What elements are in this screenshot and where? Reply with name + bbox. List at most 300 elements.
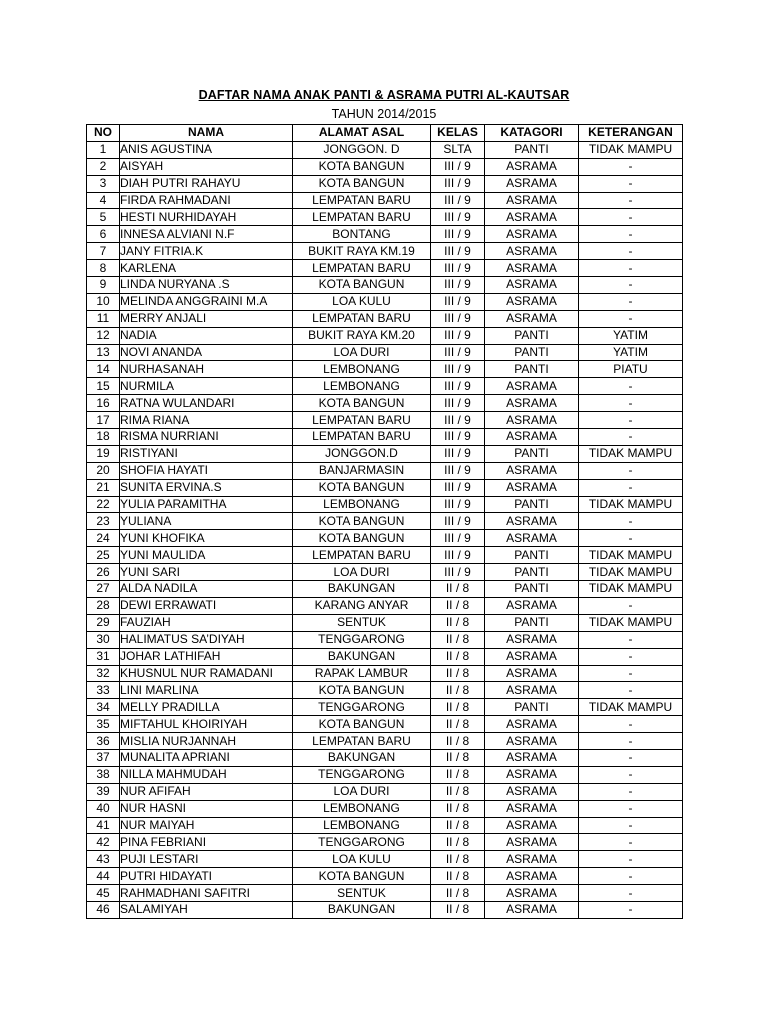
- table-row: [87, 766, 683, 783]
- cell-kelas: III / 9: [431, 293, 485, 310]
- cell-no: 4: [87, 192, 120, 209]
- cell-katagori: PANTI: [485, 581, 579, 598]
- table-row: [87, 648, 683, 665]
- table-row: [87, 749, 683, 766]
- cell-keterangan: -: [579, 513, 683, 530]
- cell-alamat-asal: TENGGARONG: [293, 699, 431, 716]
- cell-keterangan: -: [579, 412, 683, 429]
- cell-kelas: III / 9: [431, 361, 485, 378]
- cell-keterangan: -: [579, 749, 683, 766]
- cell-alamat-asal: TENGGARONG: [293, 766, 431, 783]
- cell-kelas: III / 9: [431, 395, 485, 412]
- cell-katagori: PANTI: [485, 445, 579, 462]
- cell-alamat-asal: LEMBONANG: [293, 496, 431, 513]
- cell-keterangan: -: [579, 733, 683, 750]
- cell-nama: ALDA NADILA: [120, 581, 293, 598]
- cell-no: 17: [87, 412, 120, 429]
- cell-keterangan: -: [579, 800, 683, 817]
- cell-keterangan: TIDAK MAMPU: [579, 699, 683, 716]
- cell-kelas: II / 8: [431, 834, 485, 851]
- cell-nama: PUJI LESTARI: [120, 851, 293, 868]
- cell-alamat-asal: KOTA BANGUN: [293, 395, 431, 412]
- cell-keterangan: -: [579, 479, 683, 496]
- table-row: [87, 496, 683, 513]
- cell-kelas: II / 8: [431, 581, 485, 598]
- cell-keterangan: -: [579, 631, 683, 648]
- table-row: [87, 395, 683, 412]
- header-alamat-asal: ALAMAT ASAL: [293, 125, 431, 142]
- cell-katagori: ASRAMA: [485, 260, 579, 277]
- table-row: [87, 682, 683, 699]
- cell-no: 9: [87, 277, 120, 294]
- cell-keterangan: -: [579, 868, 683, 885]
- cell-alamat-asal: LOA KULU: [293, 851, 431, 868]
- cell-nama: MISLIA NURJANNAH: [120, 733, 293, 750]
- cell-katagori: PANTI: [485, 614, 579, 631]
- cell-nama: SUNITA ERVINA.S: [120, 479, 293, 496]
- cell-katagori: ASRAMA: [485, 209, 579, 226]
- table-row: [87, 631, 683, 648]
- cell-katagori: ASRAMA: [485, 817, 579, 834]
- cell-nama: MELLY PRADILLA: [120, 699, 293, 716]
- cell-keterangan: YATIM: [579, 344, 683, 361]
- cell-katagori: ASRAMA: [485, 834, 579, 851]
- cell-kelas: II / 8: [431, 783, 485, 800]
- cell-alamat-asal: BUKIT RAYA KM.19: [293, 243, 431, 260]
- cell-keterangan: -: [579, 716, 683, 733]
- cell-keterangan: -: [579, 817, 683, 834]
- cell-nama: YUNI MAULIDA: [120, 547, 293, 564]
- cell-keterangan: TIDAK MAMPU: [579, 496, 683, 513]
- cell-katagori: ASRAMA: [485, 885, 579, 902]
- cell-no: 41: [87, 817, 120, 834]
- table-row: [87, 462, 683, 479]
- table-row: [87, 226, 683, 243]
- cell-katagori: PANTI: [485, 547, 579, 564]
- cell-keterangan: -: [579, 530, 683, 547]
- cell-kelas: II / 8: [431, 733, 485, 750]
- table-header: [87, 125, 683, 142]
- header-no: NO: [87, 125, 120, 142]
- table-row: [87, 851, 683, 868]
- cell-kelas: II / 8: [431, 885, 485, 902]
- cell-keterangan: -: [579, 783, 683, 800]
- cell-nama: MERRY ANJALI: [120, 310, 293, 327]
- cell-alamat-asal: TENGGARONG: [293, 834, 431, 851]
- cell-kelas: III / 9: [431, 445, 485, 462]
- cell-kelas: II / 8: [431, 665, 485, 682]
- table-body: [87, 141, 683, 918]
- cell-nama: NOVI ANANDA: [120, 344, 293, 361]
- cell-katagori: ASRAMA: [485, 395, 579, 412]
- cell-alamat-asal: LEMPATAN BARU: [293, 260, 431, 277]
- cell-alamat-asal: KOTA BANGUN: [293, 868, 431, 885]
- cell-alamat-asal: KOTA BANGUN: [293, 479, 431, 496]
- cell-no: 44: [87, 868, 120, 885]
- cell-keterangan: -: [579, 429, 683, 446]
- cell-katagori: ASRAMA: [485, 310, 579, 327]
- cell-keterangan: -: [579, 597, 683, 614]
- cell-no: 16: [87, 395, 120, 412]
- cell-no: 28: [87, 597, 120, 614]
- cell-keterangan: -: [579, 293, 683, 310]
- table-row: [87, 429, 683, 446]
- cell-kelas: III / 9: [431, 175, 485, 192]
- cell-katagori: ASRAMA: [485, 868, 579, 885]
- header-kelas: KELAS: [431, 125, 485, 142]
- cell-katagori: ASRAMA: [485, 293, 579, 310]
- table-row: [87, 412, 683, 429]
- cell-kelas: III / 9: [431, 344, 485, 361]
- cell-alamat-asal: LEMPATAN BARU: [293, 192, 431, 209]
- document-subtitle: TAHUN 2014/2015: [331, 107, 437, 121]
- cell-nama: PUTRI HIDAYATI: [120, 868, 293, 885]
- table-row: [87, 141, 683, 158]
- cell-nama: HESTI NURHIDAYAH: [120, 209, 293, 226]
- cell-alamat-asal: LEMBONANG: [293, 361, 431, 378]
- cell-alamat-asal: TENGGARONG: [293, 631, 431, 648]
- cell-katagori: ASRAMA: [485, 648, 579, 665]
- cell-keterangan: -: [579, 260, 683, 277]
- header-katagori: KATAGORI: [485, 125, 579, 142]
- cell-kelas: SLTA: [431, 141, 485, 158]
- cell-katagori: ASRAMA: [485, 158, 579, 175]
- cell-no: 19: [87, 445, 120, 462]
- cell-nama: MELINDA ANGGRAINI M.A: [120, 293, 293, 310]
- cell-kelas: III / 9: [431, 209, 485, 226]
- cell-nama: NURHASANAH: [120, 361, 293, 378]
- cell-katagori: ASRAMA: [485, 749, 579, 766]
- cell-no: 15: [87, 378, 120, 395]
- cell-kelas: II / 8: [431, 648, 485, 665]
- cell-kelas: III / 9: [431, 479, 485, 496]
- cell-nama: YUNI SARI: [120, 564, 293, 581]
- cell-katagori: ASRAMA: [485, 851, 579, 868]
- cell-katagori: ASRAMA: [485, 800, 579, 817]
- cell-no: 5: [87, 209, 120, 226]
- cell-alamat-asal: JONGGON.D: [293, 445, 431, 462]
- roster-table: [86, 124, 683, 919]
- cell-nama: MUNALITA APRIANI: [120, 749, 293, 766]
- cell-no: 32: [87, 665, 120, 682]
- table-row: [87, 699, 683, 716]
- cell-katagori: ASRAMA: [485, 631, 579, 648]
- table-row: [87, 834, 683, 851]
- cell-keterangan: -: [579, 885, 683, 902]
- cell-nama: YUNI KHOFIKA: [120, 530, 293, 547]
- cell-nama: DEWI ERRAWATI: [120, 597, 293, 614]
- table-row: [87, 614, 683, 631]
- cell-kelas: II / 8: [431, 800, 485, 817]
- table-row: [87, 885, 683, 902]
- table-row: [87, 665, 683, 682]
- cell-katagori: ASRAMA: [485, 479, 579, 496]
- cell-keterangan: -: [579, 175, 683, 192]
- cell-kelas: III / 9: [431, 547, 485, 564]
- cell-alamat-asal: LOA DURI: [293, 783, 431, 800]
- cell-alamat-asal: LEMPATAN BARU: [293, 733, 431, 750]
- cell-katagori: ASRAMA: [485, 378, 579, 395]
- cell-alamat-asal: LEMPATAN BARU: [293, 429, 431, 446]
- cell-alamat-asal: KOTA BANGUN: [293, 716, 431, 733]
- cell-no: 18: [87, 429, 120, 446]
- cell-kelas: III / 9: [431, 378, 485, 395]
- cell-kelas: III / 9: [431, 226, 485, 243]
- cell-no: 3: [87, 175, 120, 192]
- cell-keterangan: -: [579, 648, 683, 665]
- cell-katagori: ASRAMA: [485, 192, 579, 209]
- cell-kelas: III / 9: [431, 530, 485, 547]
- cell-alamat-asal: LOA KULU: [293, 293, 431, 310]
- cell-nama: RISMA NURRIANI: [120, 429, 293, 446]
- cell-no: 38: [87, 766, 120, 783]
- cell-no: 27: [87, 581, 120, 598]
- cell-katagori: ASRAMA: [485, 733, 579, 750]
- cell-kelas: II / 8: [431, 868, 485, 885]
- cell-alamat-asal: KOTA BANGUN: [293, 175, 431, 192]
- cell-alamat-asal: BAKUNGAN: [293, 581, 431, 598]
- cell-nama: RATNA WULANDARI: [120, 395, 293, 412]
- cell-no: 22: [87, 496, 120, 513]
- cell-alamat-asal: KARANG ANYAR: [293, 597, 431, 614]
- cell-no: 31: [87, 648, 120, 665]
- cell-alamat-asal: LEMBONANG: [293, 817, 431, 834]
- cell-kelas: III / 9: [431, 412, 485, 429]
- cell-alamat-asal: KOTA BANGUN: [293, 513, 431, 530]
- cell-kelas: III / 9: [431, 429, 485, 446]
- cell-keterangan: -: [579, 209, 683, 226]
- cell-kelas: III / 9: [431, 277, 485, 294]
- table-row: [87, 192, 683, 209]
- cell-katagori: PANTI: [485, 344, 579, 361]
- table-row: [87, 547, 683, 564]
- cell-alamat-asal: SENTUK: [293, 885, 431, 902]
- cell-katagori: PANTI: [485, 564, 579, 581]
- table-row: [87, 530, 683, 547]
- table-row: [87, 733, 683, 750]
- cell-kelas: II / 8: [431, 631, 485, 648]
- cell-keterangan: -: [579, 665, 683, 682]
- cell-kelas: II / 8: [431, 851, 485, 868]
- cell-kelas: II / 8: [431, 716, 485, 733]
- cell-no: 45: [87, 885, 120, 902]
- cell-no: 24: [87, 530, 120, 547]
- cell-no: 46: [87, 901, 120, 918]
- cell-kelas: III / 9: [431, 158, 485, 175]
- cell-keterangan: TIDAK MAMPU: [579, 564, 683, 581]
- table-row: [87, 868, 683, 885]
- cell-nama: LINI MARLINA: [120, 682, 293, 699]
- cell-no: 25: [87, 547, 120, 564]
- cell-katagori: ASRAMA: [485, 783, 579, 800]
- cell-nama: DIAH PUTRI RAHAYU: [120, 175, 293, 192]
- cell-katagori: ASRAMA: [485, 682, 579, 699]
- cell-nama: HALIMATUS SA’DIYAH: [120, 631, 293, 648]
- cell-alamat-asal: BAKUNGAN: [293, 901, 431, 918]
- cell-alamat-asal: BUKIT RAYA KM.20: [293, 327, 431, 344]
- table-row: [87, 783, 683, 800]
- cell-alamat-asal: LOA DURI: [293, 344, 431, 361]
- table-row: [87, 260, 683, 277]
- cell-keterangan: -: [579, 277, 683, 294]
- cell-no: 1: [87, 141, 120, 158]
- cell-alamat-asal: BAKUNGAN: [293, 749, 431, 766]
- cell-nama: NILLA MAHMUDAH: [120, 766, 293, 783]
- cell-keterangan: -: [579, 378, 683, 395]
- cell-katagori: ASRAMA: [485, 462, 579, 479]
- cell-kelas: III / 9: [431, 564, 485, 581]
- cell-alamat-asal: LOA DURI: [293, 564, 431, 581]
- cell-no: 26: [87, 564, 120, 581]
- cell-kelas: III / 9: [431, 327, 485, 344]
- cell-kelas: III / 9: [431, 243, 485, 260]
- cell-no: 23: [87, 513, 120, 530]
- cell-nama: SALAMIYAH: [120, 901, 293, 918]
- cell-no: 10: [87, 293, 120, 310]
- table-row: [87, 209, 683, 226]
- cell-no: 11: [87, 310, 120, 327]
- table-row: [87, 175, 683, 192]
- cell-keterangan: -: [579, 158, 683, 175]
- table-row: [87, 327, 683, 344]
- cell-nama: SHOFIA HAYATI: [120, 462, 293, 479]
- cell-katagori: ASRAMA: [485, 513, 579, 530]
- table-row: [87, 243, 683, 260]
- cell-kelas: II / 8: [431, 614, 485, 631]
- cell-kelas: III / 9: [431, 462, 485, 479]
- cell-keterangan: -: [579, 462, 683, 479]
- cell-no: 37: [87, 749, 120, 766]
- cell-alamat-asal: LEMPATAN BARU: [293, 547, 431, 564]
- table-row: [87, 479, 683, 496]
- cell-kelas: II / 8: [431, 901, 485, 918]
- cell-kelas: II / 8: [431, 766, 485, 783]
- table-row: [87, 361, 683, 378]
- table-row: [87, 277, 683, 294]
- cell-alamat-asal: LEMBONANG: [293, 378, 431, 395]
- cell-no: 29: [87, 614, 120, 631]
- table-row: [87, 344, 683, 361]
- cell-nama: JOHAR LATHIFAH: [120, 648, 293, 665]
- cell-alamat-asal: LEMPATAN BARU: [293, 310, 431, 327]
- cell-kelas: III / 9: [431, 192, 485, 209]
- cell-nama: KARLENA: [120, 260, 293, 277]
- cell-nama: NUR MAIYAH: [120, 817, 293, 834]
- cell-nama: INNESA ALVIANI N.F: [120, 226, 293, 243]
- cell-kelas: III / 9: [431, 513, 485, 530]
- cell-kelas: III / 9: [431, 260, 485, 277]
- cell-katagori: PANTI: [485, 141, 579, 158]
- cell-kelas: II / 8: [431, 817, 485, 834]
- table-row: [87, 901, 683, 918]
- cell-no: 20: [87, 462, 120, 479]
- cell-katagori: ASRAMA: [485, 226, 579, 243]
- cell-kelas: II / 8: [431, 699, 485, 716]
- table-row: [87, 378, 683, 395]
- table-row: [87, 581, 683, 598]
- table-row: [87, 716, 683, 733]
- cell-no: 39: [87, 783, 120, 800]
- cell-no: 40: [87, 800, 120, 817]
- cell-alamat-asal: BONTANG: [293, 226, 431, 243]
- cell-no: 14: [87, 361, 120, 378]
- table-row: [87, 310, 683, 327]
- cell-no: 33: [87, 682, 120, 699]
- cell-nama: ANIS AGUSTINA: [120, 141, 293, 158]
- cell-keterangan: TIDAK MAMPU: [579, 547, 683, 564]
- cell-no: 43: [87, 851, 120, 868]
- cell-kelas: III / 9: [431, 496, 485, 513]
- cell-keterangan: -: [579, 192, 683, 209]
- cell-alamat-asal: SENTUK: [293, 614, 431, 631]
- cell-katagori: ASRAMA: [485, 429, 579, 446]
- table-row: [87, 293, 683, 310]
- cell-no: 6: [87, 226, 120, 243]
- cell-keterangan: -: [579, 834, 683, 851]
- cell-no: 34: [87, 699, 120, 716]
- document-title: DAFTAR NAMA ANAK PANTI & ASRAMA PUTRI AL-KAUTSAR: [198, 88, 570, 102]
- cell-katagori: ASRAMA: [485, 175, 579, 192]
- cell-kelas: II / 8: [431, 749, 485, 766]
- header-nama: NAMA: [120, 125, 293, 142]
- cell-alamat-asal: RAPAK LAMBUR: [293, 665, 431, 682]
- cell-keterangan: YATIM: [579, 327, 683, 344]
- cell-katagori: ASRAMA: [485, 901, 579, 918]
- cell-katagori: ASRAMA: [485, 243, 579, 260]
- cell-nama: NUR HASNI: [120, 800, 293, 817]
- cell-no: 35: [87, 716, 120, 733]
- cell-keterangan: -: [579, 851, 683, 868]
- cell-nama: AISYAH: [120, 158, 293, 175]
- cell-nama: PINA FEBRIANI: [120, 834, 293, 851]
- cell-nama: YULIANA: [120, 513, 293, 530]
- cell-keterangan: -: [579, 901, 683, 918]
- cell-alamat-asal: KOTA BANGUN: [293, 682, 431, 699]
- cell-katagori: ASRAMA: [485, 412, 579, 429]
- cell-katagori: ASRAMA: [485, 716, 579, 733]
- table-row: [87, 817, 683, 834]
- cell-no: 42: [87, 834, 120, 851]
- cell-keterangan: -: [579, 395, 683, 412]
- cell-nama: FAUZIAH: [120, 614, 293, 631]
- cell-nama: FIRDA RAHMADANI: [120, 192, 293, 209]
- cell-nama: RISTIYANI: [120, 445, 293, 462]
- cell-alamat-asal: BANJARMASIN: [293, 462, 431, 479]
- cell-keterangan: -: [579, 310, 683, 327]
- cell-nama: RIMA RIANA: [120, 412, 293, 429]
- cell-keterangan: TIDAK MAMPU: [579, 141, 683, 158]
- cell-nama: MIFTAHUL KHOIRIYAH: [120, 716, 293, 733]
- cell-keterangan: -: [579, 226, 683, 243]
- cell-no: 13: [87, 344, 120, 361]
- cell-alamat-asal: KOTA BANGUN: [293, 530, 431, 547]
- cell-no: 30: [87, 631, 120, 648]
- cell-alamat-asal: KOTA BANGUN: [293, 277, 431, 294]
- cell-keterangan: TIDAK MAMPU: [579, 581, 683, 598]
- cell-katagori: PANTI: [485, 327, 579, 344]
- cell-alamat-asal: LEMPATAN BARU: [293, 209, 431, 226]
- table-row: [87, 158, 683, 175]
- cell-nama: NURMILA: [120, 378, 293, 395]
- table-row: [87, 564, 683, 581]
- cell-keterangan: -: [579, 682, 683, 699]
- cell-keterangan: PIATU: [579, 361, 683, 378]
- cell-no: 21: [87, 479, 120, 496]
- cell-nama: LINDA NURYANA .S: [120, 277, 293, 294]
- cell-alamat-asal: LEMPATAN BARU: [293, 412, 431, 429]
- table-row: [87, 800, 683, 817]
- cell-keterangan: TIDAK MAMPU: [579, 614, 683, 631]
